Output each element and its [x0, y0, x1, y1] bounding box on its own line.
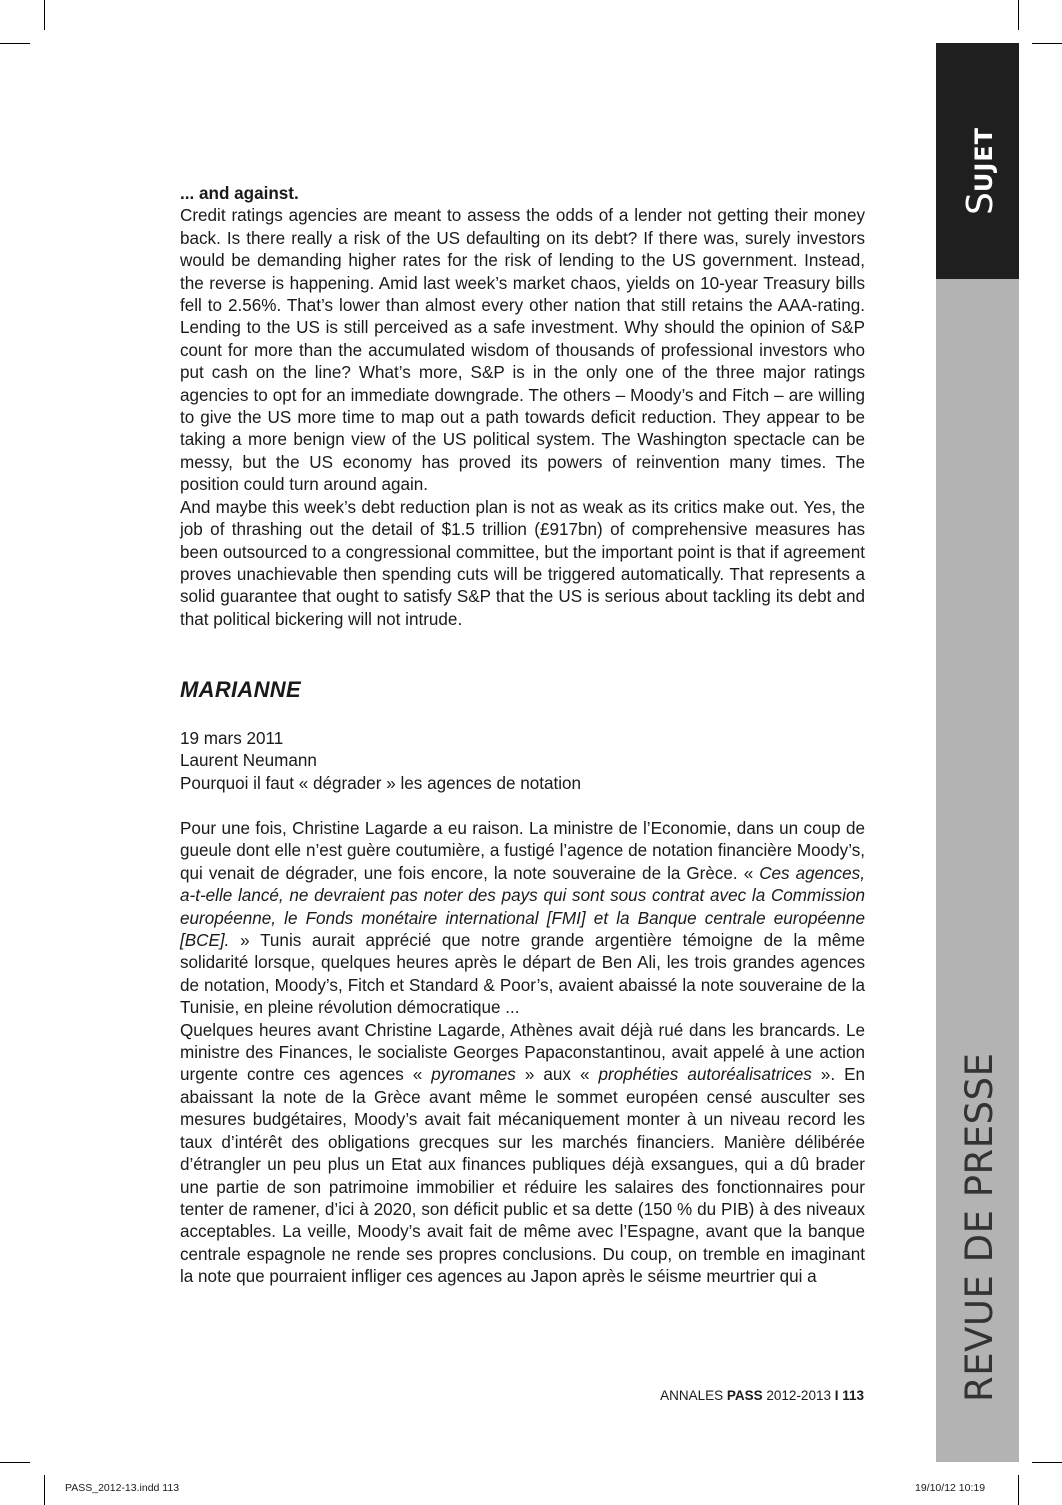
section-label: SUJET: [960, 126, 1001, 215]
page-footer: ANNALES PASS 2012-2013 I 113: [660, 1388, 864, 1403]
article-meta: [180, 728, 581, 795]
crop-mark: [1032, 43, 1062, 44]
crop-mark: [0, 1462, 30, 1463]
crop-mark: [1032, 1462, 1062, 1463]
article-continuation: [180, 183, 865, 631]
article-body: [180, 818, 865, 1289]
article-title: Pourquoi il faut « dégrader » les agences de notation: [180, 773, 582, 793]
publication-name: MARIANNE: [180, 677, 301, 702]
crop-mark: [1018, 1475, 1019, 1505]
article-date: 19 mars 2011: [180, 729, 284, 748]
crop-mark: [44, 0, 45, 30]
paragraph: Pour une fois, Christine Lagarde a eu raison. La ministre de l’Economie, dans un coup de gueule dont elle n’est guère coutumière, a fustigé l’agence de notation financière Moody’s, qui venait de dégrader, une fois encore, la note souveraine de la Grèce. « Ces agences, a-t-elle lancé, ne devraient pas noter des pays qui sont sous contrat avec la Commission européenne, le Fonds monétaire international [FMI] et la Banque centrale européenne [BCE]. » Tunis aurait apprécié que notre grande argentière témoigne de la même solidarité lorsque, quelques heures après le départ de Ben Ali, les trois grandes agences de notation, Moody’s, Fitch et Standard & Poor’s, avaient abaissé la note souveraine de la Tunisie, en pleine révolution démocratique ...: [180, 819, 865, 1018]
paragraph: Credit ratings agencies are meant to assess the odds of a lender not getting their money back. Is there really a risk of the US defaulting on its debt? If there was, surely investors would be demanding higher rates for the risk of lending to the US government. Instead, the reverse is happening. Amid last week’s market chaos, yields on 10-year Treasury bills fell to 2.56%. That’s lower than almost every other nation that still retains the AAA-rating. Lending to the US is still perceived as a safe investment. Why should the opinion of S&P count for more than the accumulated wisdom of thousands of professional investors who put cash on the line? What’s more, S&P is in the only one of the three major ratings agencies to opt for an immediate downgrade. The others – Moody’s and Fitch – are willing to give the US more time to map out a path towards deficit reduction. They appear to be taking a more benign view of the US political system. The Washington spectacle can be messy, but the US economy has proved its powers of reinvention many times. The position could turn around again.: [180, 206, 865, 495]
paragraph: And maybe this week’s debt reduction plan is not as weak as its critics make out. Yes, the job of thrashing out the detail of $1.5 trillion (£917bn) of comprehensive measures has been outsourced to a congressional committee, but the important point is that if agreement proves unachievable then spending cuts will be triggered automatically. That represents a solid guarantee that ought to satisfy S&P that the US is serious about tackling its debt and that political bickering will not intrude.: [180, 497, 865, 629]
article-author: Laurent Neumann: [180, 751, 317, 771]
subheading: ... and against.: [180, 184, 299, 203]
crop-mark: [44, 1475, 45, 1505]
crop-mark: [1018, 0, 1019, 30]
paragraph: Quelques heures avant Christine Lagarde, Athènes avait déjà rué dans les brancards. Le ministre des Finances, le socialiste Georges Papaconstantinou, avait appelé à une action urgente contre ces agences « pyromanes » aux « prophéties autoréalisatrices ». En abaissant la note de la Grèce avant même le sommet européen censé ausculter ses mesures budgétaires, Moody’s avait fait mécaniquement monter à un niveau record les taux d’intérêt des obligations grecques sur les marchés financiers. Manière délibérée d’étrangler un peu plus un Etat aux finances publiques déjà exsangues, qui a dû brader une partie de son patrimoine immobilier et réduire les salaires des fonctionnaires pour tenter de ramener, d’ici à 2020, son déficit public et sa dette (150 % du PIB) à des niveaux acceptables. La veille, Moody’s avait fait de même avec l’Espagne, avant que la banque centrale espagnole ne rende ses propres conclusions. Du coup, on tremble en imaginant la note que pourraient infliger ces agences au Japon après le séisme meurtrier qui a: [180, 1020, 866, 1287]
crop-mark: [0, 43, 30, 44]
file-slug: PASS_2012-13.indd 113: [65, 1482, 180, 1494]
page-number: I 113: [834, 1388, 864, 1403]
category-label: REVUE DE PRESSE: [958, 1052, 1001, 1402]
print-datetime: 19/10/12 10:19: [915, 1482, 986, 1494]
